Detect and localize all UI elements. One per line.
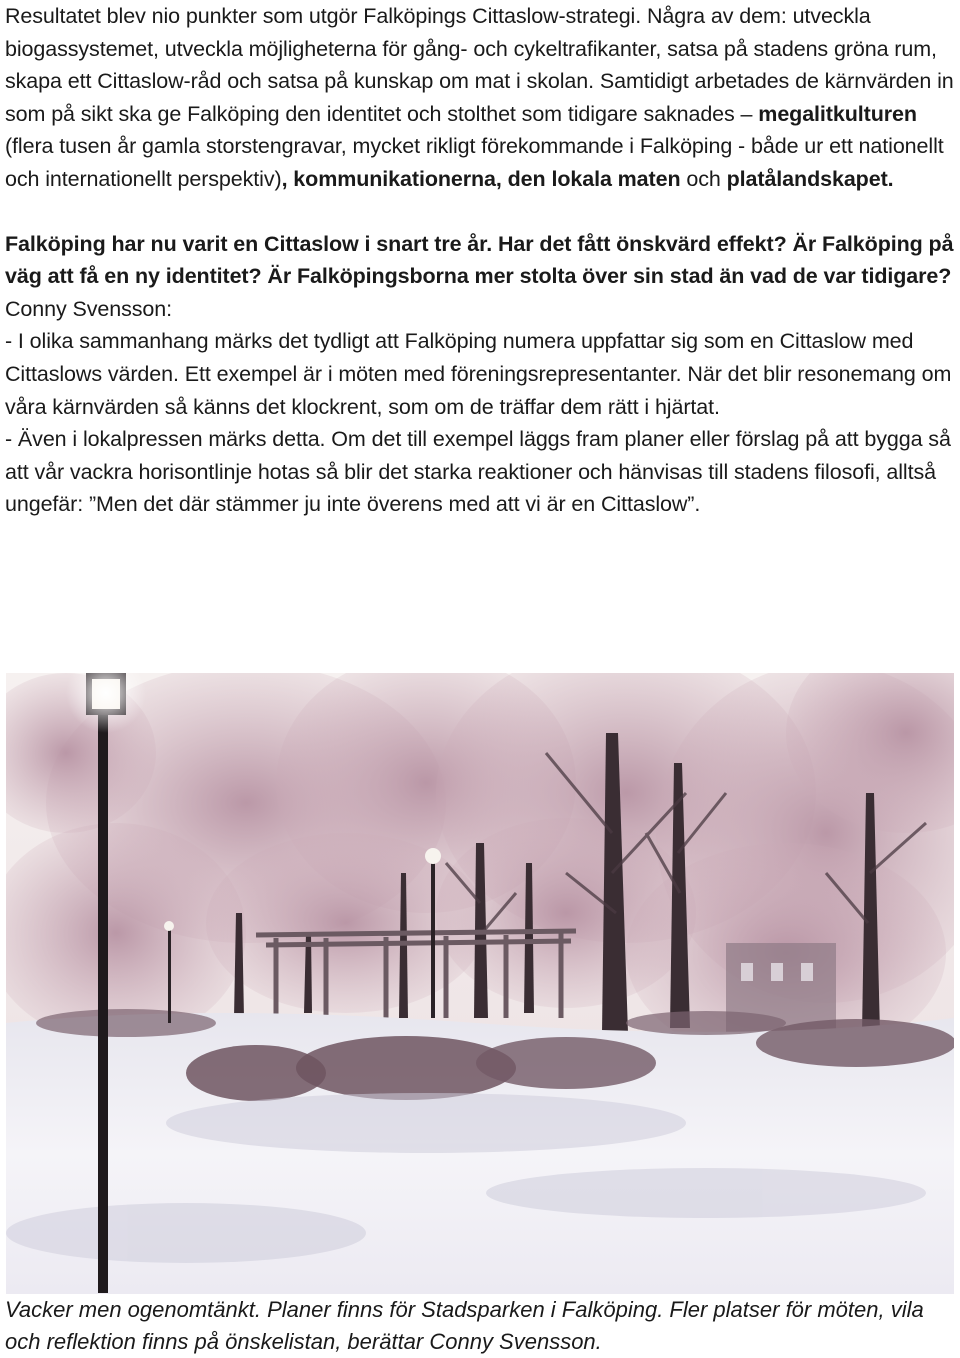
strategy-text-1: Resultatet blev nio punkter som utgör Falköpings Cittaslow-strategi. Några av dem: utveckla biogassystemet, utveckla möjligheterna för gång- och cykeltrafikanter, satsa på stadens gröna rum, skapa ett Cittaslow-råd och satsa på kunskap om mat i skolan. Samtidigt arbetades de kärnvärden in som på sikt ska ge Falköping den identitet och stolthet som tidigare saknades –	[5, 4, 954, 126]
paragraph-gap	[5, 196, 957, 228]
strategy-text-2: (flera tusen år gamla storstengravar, mycket rikligt förekommande i Falköping - både ur ett nationellt och internationellt perspektiv)	[5, 134, 944, 191]
strategy-bold-communications: , kommunikationerna, den lokala maten	[281, 166, 681, 191]
speaker-name: Conny Svensson:	[5, 296, 173, 321]
winter-park-photo	[6, 673, 954, 1294]
photo-caption	[5, 1294, 955, 1358]
strategy-bold-megalith: megalitkulturen	[758, 101, 917, 126]
answer-paragraph-2: - Även i lokalpressen märks detta. Om det till exempel läggs fram planer eller förslag på att bygga så att vår vackra horisontlinje hotas så blir det starka reaktioner och hänvisas till stadens filosofi, alltså ungefär: ”Men det där stämmer ju inte överens med att vi är en Cittaslow”.	[5, 427, 951, 517]
article-body	[5, 0, 957, 521]
paragraph-strategy	[5, 0, 957, 196]
answer-paragraph-1: - I olika sammanhang märks det tydligt att Falköping numera uppfattar sig som en Cittaslow med Cittaslows värden. Ett exempel är i möten med föreningsrepresentanter. När det blir resonemang om våra kärnvärden så känns det klockrent, som om de träffar dem rätt i hjärtat.	[5, 329, 952, 419]
strategy-bold-plateau: platålandskapet.	[726, 166, 894, 191]
caption-text: Vacker men ogenomtänkt. Planer finns för Stadsparken i Falköping. Fler platser för möten, vila och reflektion finns på önskelistan, berättar Conny Svensson.	[5, 1297, 924, 1354]
interview-question: Falköping har nu varit en Cittaslow i snart tre år. Har det fått önskvärd effekt? Är Falköping på väg att få en ny identitet? Är Falköpingsborna mer stolta över sin stad än vad de var tidigare?	[5, 231, 954, 289]
strategy-text-3: och	[680, 166, 727, 191]
